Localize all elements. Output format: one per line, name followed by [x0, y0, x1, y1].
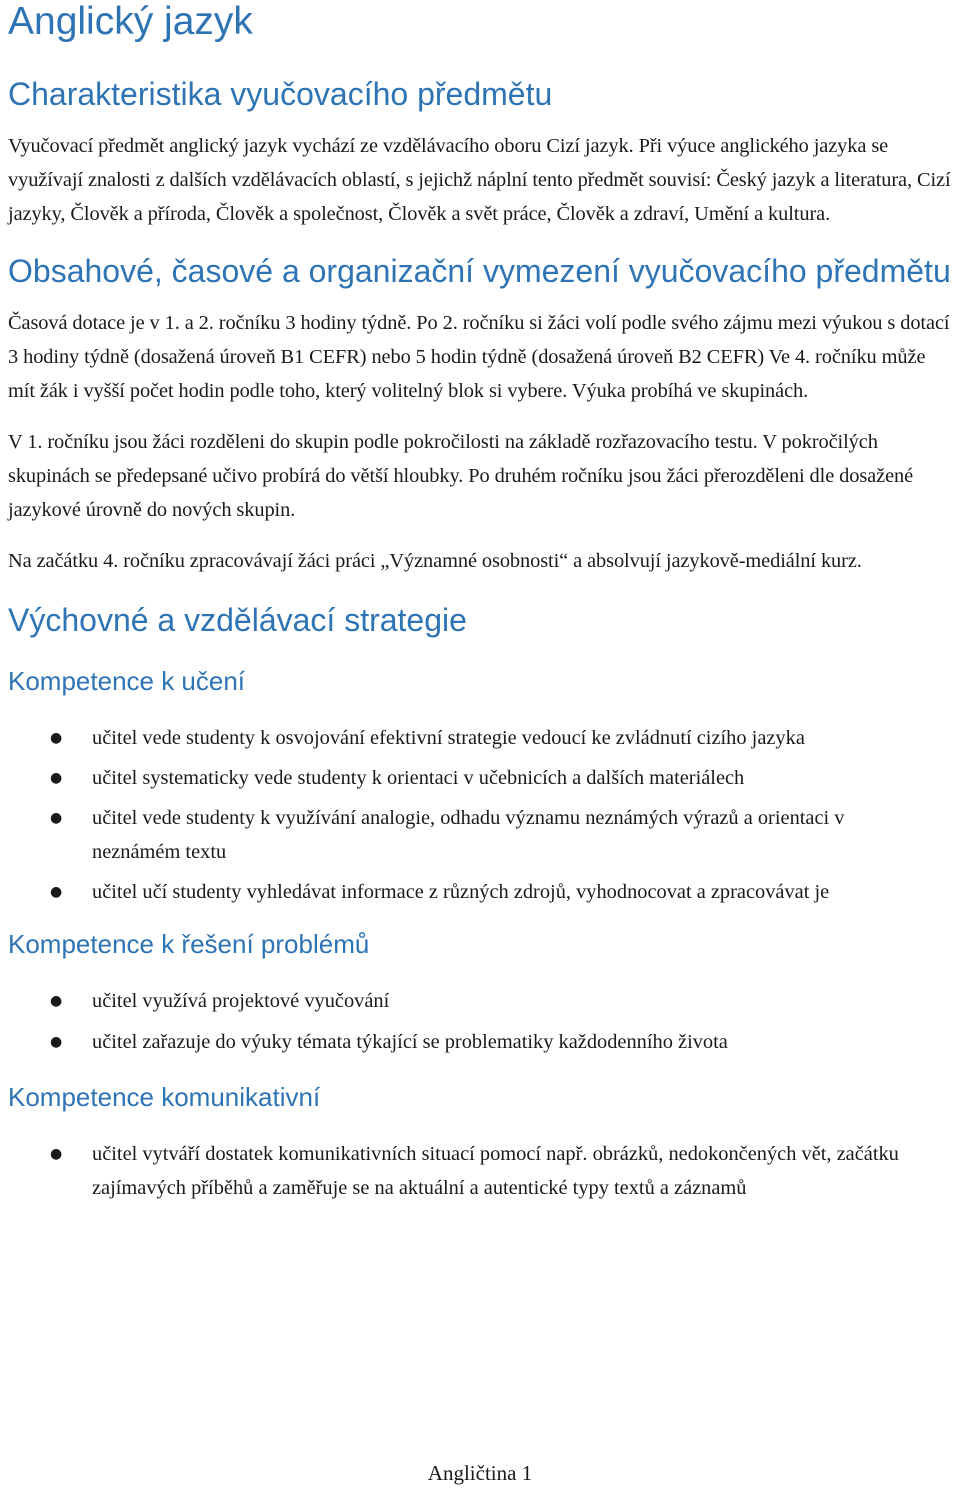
paragraph-characteristics: Vyučovací předmět anglický jazyk vychází ze vzdělávacího oboru Cizí jazyk. Při výuce anglického jazyka se využívají znalosti z dalších vzdělávacích oblastí, s jejichž náplní tento předmět souvisí: Český jazyk a literatura, Cizí jazyky, Člověk a příroda, Člověk a společnost, Člověk a svět práce, Člověk a zdraví, Umění a kultura. — [8, 135, 951, 225]
bullet-icon: ● — [50, 730, 63, 746]
bullet-icon: ● — [50, 810, 63, 826]
paragraph-groups: V 1. ročníku jsou žáci rozděleni do skupin podle pokročilosti na základě rozřazovacího testu. V pokročilých skupinách se předepsané učivo probírá do větší hloubky. Po druhém ročníku jsou žáci přerozděleni dle dosažené jazykové úrovně do nových skupin. — [8, 431, 914, 521]
list-communication-competence — [8, 1137, 952, 1205]
list-item — [8, 1025, 922, 1059]
bullet-icon: ● — [50, 1146, 63, 1162]
list-item — [8, 875, 922, 909]
bullet-icon: ● — [50, 993, 63, 1009]
list-item-text: učitel zařazuje do výuky témata týkající se problematiky každodenního života — [92, 1031, 728, 1053]
heading-learning-competence: Kompetence k učení — [8, 666, 246, 696]
list-item — [8, 984, 922, 1018]
paragraph-time-allocation: Časová dotace je v 1. a 2. ročníku 3 hodiny týdně. Po 2. ročníku si žáci volí podle svého zájmu mezi výukou s dotací 3 hodiny týdně (dosažená úroveň B1 CEFR) nebo 5 hodin týdně (dosažená úroveň B2 CEFR) Ve 4. ročníku může mít žák i vyšší počet hodin podle toho, který volitelný blok si vybere. Výuka probíhá ve skupinách. — [8, 312, 950, 402]
bullet-icon: ● — [50, 1034, 63, 1050]
list-item — [8, 1137, 922, 1205]
page-title: Anglický jazyk — [8, 0, 253, 43]
document-page — [8, 0, 952, 1205]
heading-strategies: Výchovné a vzdělávací strategie — [8, 602, 467, 638]
list-item-text: učitel vede studenty k využívání analogie, odhadu významu neznámých výrazů a orientaci v neznámém textu — [92, 807, 845, 863]
paragraph-fourth-year: Na začátku 4. ročníku zpracovávají žáci práci „Významné osobnosti“ a absolvují jazykově-mediální kurz. — [8, 550, 862, 572]
list-item-text: učitel vede studenty k osvojování efektivní strategie vedoucí ke zvládnutí cizího jazyka — [92, 727, 805, 749]
list-item — [8, 761, 922, 795]
heading-communication-competence: Kompetence komunikativní — [8, 1082, 321, 1112]
list-item — [8, 801, 922, 869]
list-problem-solving-competence — [8, 984, 952, 1059]
list-learning-competence — [8, 721, 952, 909]
list-item — [8, 721, 922, 755]
heading-problem-solving-competence: Kompetence k řešení problémů — [8, 929, 370, 959]
heading-organization: Obsahové, časové a organizační vymezení vyučovacího předmětu — [8, 253, 951, 289]
list-item-text: učitel využívá projektové vyučování — [92, 990, 390, 1012]
bullet-icon: ● — [50, 884, 63, 900]
bullet-icon: ● — [50, 770, 63, 786]
page-footer: Angličtina 1 — [427, 1461, 533, 1485]
list-item-text: učitel učí studenty vyhledávat informace z různých zdrojů, vyhodnocovat a zpracovávat je — [92, 881, 830, 903]
heading-characteristics: Charakteristika vyučovacího předmětu — [8, 76, 553, 112]
list-item-text: učitel vytváří dostatek komunikativních situací pomocí např. obrázků, nedokončených vět, začátku zajímavých příběhů a zaměřuje se na aktuální a autentické typy textů a záznamů — [92, 1143, 899, 1199]
list-item-text: učitel systematicky vede studenty k orientaci v učebnicích a dalších materiálech — [92, 767, 745, 789]
